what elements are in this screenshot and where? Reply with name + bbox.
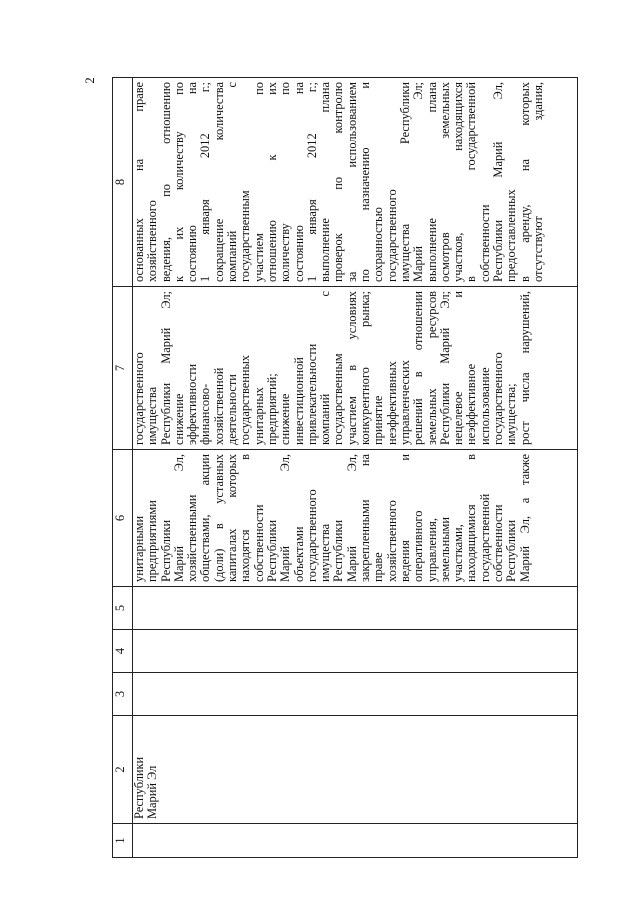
header-cell: 2 [113,716,133,824]
cell-text-line: сокращение количества [211,82,226,282]
cell-text-line: деятельности [225,374,240,445]
cell-text-line: Республики [158,519,173,582]
cell-text-line: рост числа нарушений, [517,291,532,445]
cell-text-line: участками, [451,524,466,582]
cell-col5 [133,587,578,630]
cell-text-line: государственным [238,190,253,282]
cell-text-line: собственности [491,504,506,582]
cell-text-line: объектами [291,526,306,582]
header-cell: 6 [113,450,133,587]
cell-text-line: отсутствуют здания, [530,82,545,282]
cell-text-line: Республики [132,756,146,819]
cell-text-line: имущества; [504,383,519,445]
cell-text-line: государственного [304,489,319,582]
cell-text-line: государственного [132,352,146,445]
cell-text-line: количеству по [278,82,293,282]
cell-text-line: неэффективное [464,363,479,445]
cell-text-line: (доли) в уставных [211,454,226,582]
cell-text-line: участков, находящихся [451,82,466,282]
cell-text-line: привлекательности [304,343,319,445]
cell-text-line: неэффективных [384,361,399,445]
cell-text-line: состоянию на [291,82,306,282]
cell-text-line: Республики Марий Эл, [491,82,506,282]
cell-text-line: проверок по контролю [331,82,346,282]
cell-col6 [133,450,578,587]
cell-text-line: нецелевое и [451,291,466,445]
cell-text-line: Республики [331,519,346,582]
cell-text-line: собственности [251,504,266,582]
cell-text-line: закрепленными на [358,454,373,582]
header-cell: 1 [113,824,133,858]
cell-text-line: снижение [278,393,293,445]
cell-text-line: имущества [145,386,160,445]
cell-text-line: государственной [477,493,492,582]
cell-text-line: собственности [477,204,492,282]
cell-text-line: управленческих [397,360,412,445]
cell-col7 [133,287,578,450]
cell-text-line: земельных ресурсов [424,291,439,445]
header-cell: 8 [113,78,133,287]
cell-col1 [133,824,578,858]
cell-text-line: государственного [384,189,399,282]
cell-col2 [133,716,578,824]
cell-text-line: ведения и [397,454,412,582]
cell-text-line: по назначению и [358,82,373,282]
cell-text-line: хозяйственными [185,494,200,582]
cell-col3 [133,673,578,716]
cell-text-line: выполнение плана [424,82,439,282]
cell-text-line: Марий Эл, а также [517,454,532,582]
cell-text-line: предприятиями [145,500,160,582]
cell-text-line: решений в отношении [411,291,426,445]
cell-text-line: в аренду, на которых [517,82,532,282]
cell-text-line: Марий Эл, [344,454,359,582]
cell-text-line: участием по [251,82,266,282]
header-cell: 5 [113,587,133,630]
cell-text-line: 1 января 2012 г.; [198,82,213,282]
rotated-table-container [112,78,578,858]
cell-text-line: имущества Республики [397,82,412,282]
cell-text-line: Республики Марий Эл; [437,291,452,445]
cell-text-line: эффективности [185,363,200,445]
cell-text-line: земельными [437,517,452,582]
cell-text-line: находятся в [238,454,253,582]
cell-text-line: Республики [264,519,279,582]
cell-text-line: осмотров земельных [437,82,452,282]
cell-text-line: участием в условиях [344,291,359,445]
cell-text-line: государственным [331,353,346,445]
cell-text-line: Республики [504,519,519,582]
cell-text-line: ведения, по отношению [158,82,173,282]
cell-text-line: унитарных [251,387,266,445]
cell-text-line: конкурентного рынка; [358,291,373,445]
cell-text-line: Республики Марий Эл; [158,291,173,445]
cell-text-line: управления, [424,518,439,582]
header-cell: 4 [113,630,133,673]
cell-text-line: праве [371,552,386,582]
cell-col4 [133,630,578,673]
cell-text-line: капиталах которых [225,454,240,582]
cell-text-line: 1 января 2012 г.; [304,82,319,282]
cell-text-line: основанных на праве [132,82,146,282]
data-table [112,77,578,858]
cell-text-line: хозяйственного [384,500,399,582]
cell-text-line: инвестиционной [291,357,306,445]
header-cell: 7 [113,287,133,450]
cell-text-line: отношению к их [264,82,279,282]
cell-text-line: состоянию на [185,82,200,282]
cell-text-line: снижение [171,393,186,445]
cell-text-line: финансово- [198,383,213,445]
cell-text-line: к их количеству по [171,82,186,282]
cell-text-line: в государственной [464,82,479,282]
header-cell: 3 [113,673,133,716]
cell-text-line: унитарными [132,515,146,582]
cell-text-line: компаний с [225,82,240,282]
cell-text-line: хозяйственного [145,200,160,282]
cell-text-line: выполнение плана [318,82,333,282]
cell-text-line: государственных [238,354,253,445]
cell-text-line: обществами, акции [198,454,213,582]
cell-text-line: оперативного [411,510,426,582]
cell-text-line: Марий Эл; [411,82,426,282]
page-number: 2 [81,77,97,84]
cell-text-line: хозяйственной [211,367,226,445]
cell-text-line: Марий Эл [145,765,160,819]
table-row [133,78,578,858]
cell-text-line: за использованием [344,82,359,282]
cell-text-line: имущества [318,523,333,582]
cell-text-line: Марий Эл, [278,454,293,582]
header-row [113,78,133,858]
cell-text-line: государственного [491,352,506,445]
cell-text-line: использование [477,367,492,445]
cell-text-line: сохранностью [371,207,386,282]
cell-text-line: предоставленных [504,189,519,282]
cell-text-line: принятие [371,395,386,445]
cell-text-line: Марий Эл, [171,454,186,582]
cell-text-line: компаний с [318,291,333,445]
cell-col8 [133,78,578,287]
cell-text-line: находящимися в [464,454,479,582]
cell-text-line: предприятий; [264,373,279,445]
